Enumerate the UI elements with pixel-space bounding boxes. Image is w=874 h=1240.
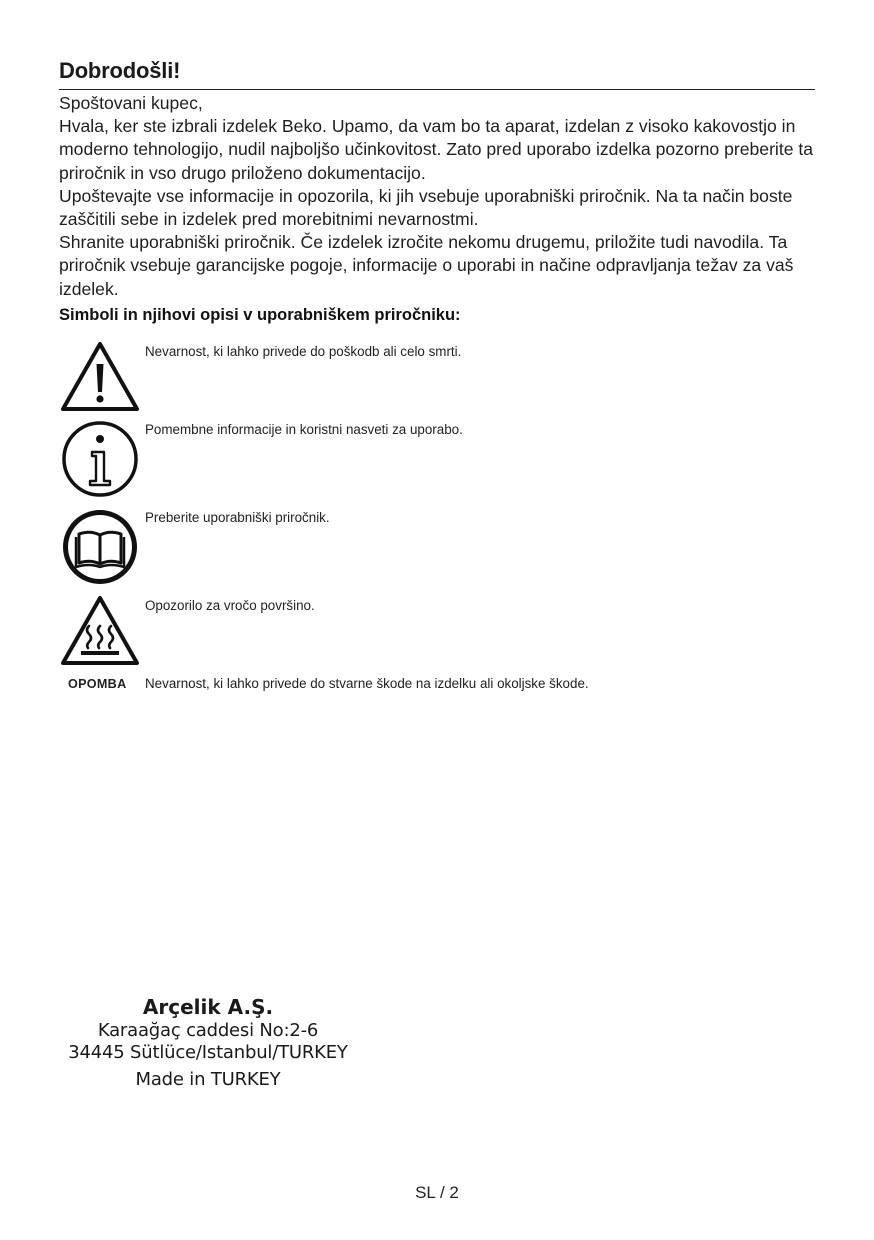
address-city: 34445 Sütlüce/Istanbul/TURKEY — [68, 1042, 348, 1063]
manufacturer-address — [58, 994, 358, 1091]
warning-triangle-icon — [59, 340, 141, 414]
page-title: Dobrodošli! — [59, 58, 181, 83]
note-label: OPOMBA — [68, 677, 127, 691]
info-circle-icon — [59, 419, 141, 499]
page-number: SL / 2 — [415, 1183, 459, 1202]
symbol-text-hot-surface: Opozorilo za vročo površino. — [145, 598, 315, 613]
note-text: Nevarnost, ki lahko privede do stvarne škode na izdelku ali okoljske škode. — [145, 676, 589, 691]
symbols-heading: Simboli in njihovi opisi v uporabniškem priročniku: — [59, 306, 461, 324]
intro-paragraph-3: Shranite uporabniški priročnik. Če izdelek izročite nekomu drugemu, priložite tudi navodila. Ta priročnik vsebuje garancijske pogoje, informacije o uporabi in načine odpravljanja težav za vaš izdelek. — [59, 232, 794, 299]
hot-surface-icon — [59, 594, 141, 668]
company-name: Arçelik A.Ş. — [142, 995, 274, 1019]
symbol-text-info: Pomembne informacije in koristni nasveti za uporabo. — [145, 422, 463, 437]
title-divider — [59, 89, 815, 90]
intro-paragraph-1: Hvala, ker ste izbrali izdelek Beko. Upamo, da vam bo ta aparat, izdelan z visoko kakovostjo in moderno tehnologijo, nudil najboljšo učinkovitost. Zato pred uporabo izdelka pozorno preberite ta priročnik in vso drugo priloženo dokumentacijo. — [59, 116, 814, 183]
symbol-text-warning: Nevarnost, ki lahko privede do poškodb ali celo smrti. — [145, 344, 462, 359]
address-street: Karaağaç caddesi No:2-6 — [97, 1020, 319, 1041]
intro-paragraph-2: Upoštevajte vse informacije in opozorila, ki jih vsebuje uporabniški priročnik. Na ta način boste zaščitili sebe in izdelek pred morebitnimi nevarnostmi. — [59, 185, 793, 230]
manual-book-icon — [59, 507, 141, 587]
intro-text — [59, 92, 819, 301]
made-in: Made in TURKEY — [135, 1069, 281, 1090]
greeting: Spoštovani kupec, — [59, 93, 203, 113]
symbol-text-manual: Preberite uporabniški priročnik. — [145, 510, 330, 525]
